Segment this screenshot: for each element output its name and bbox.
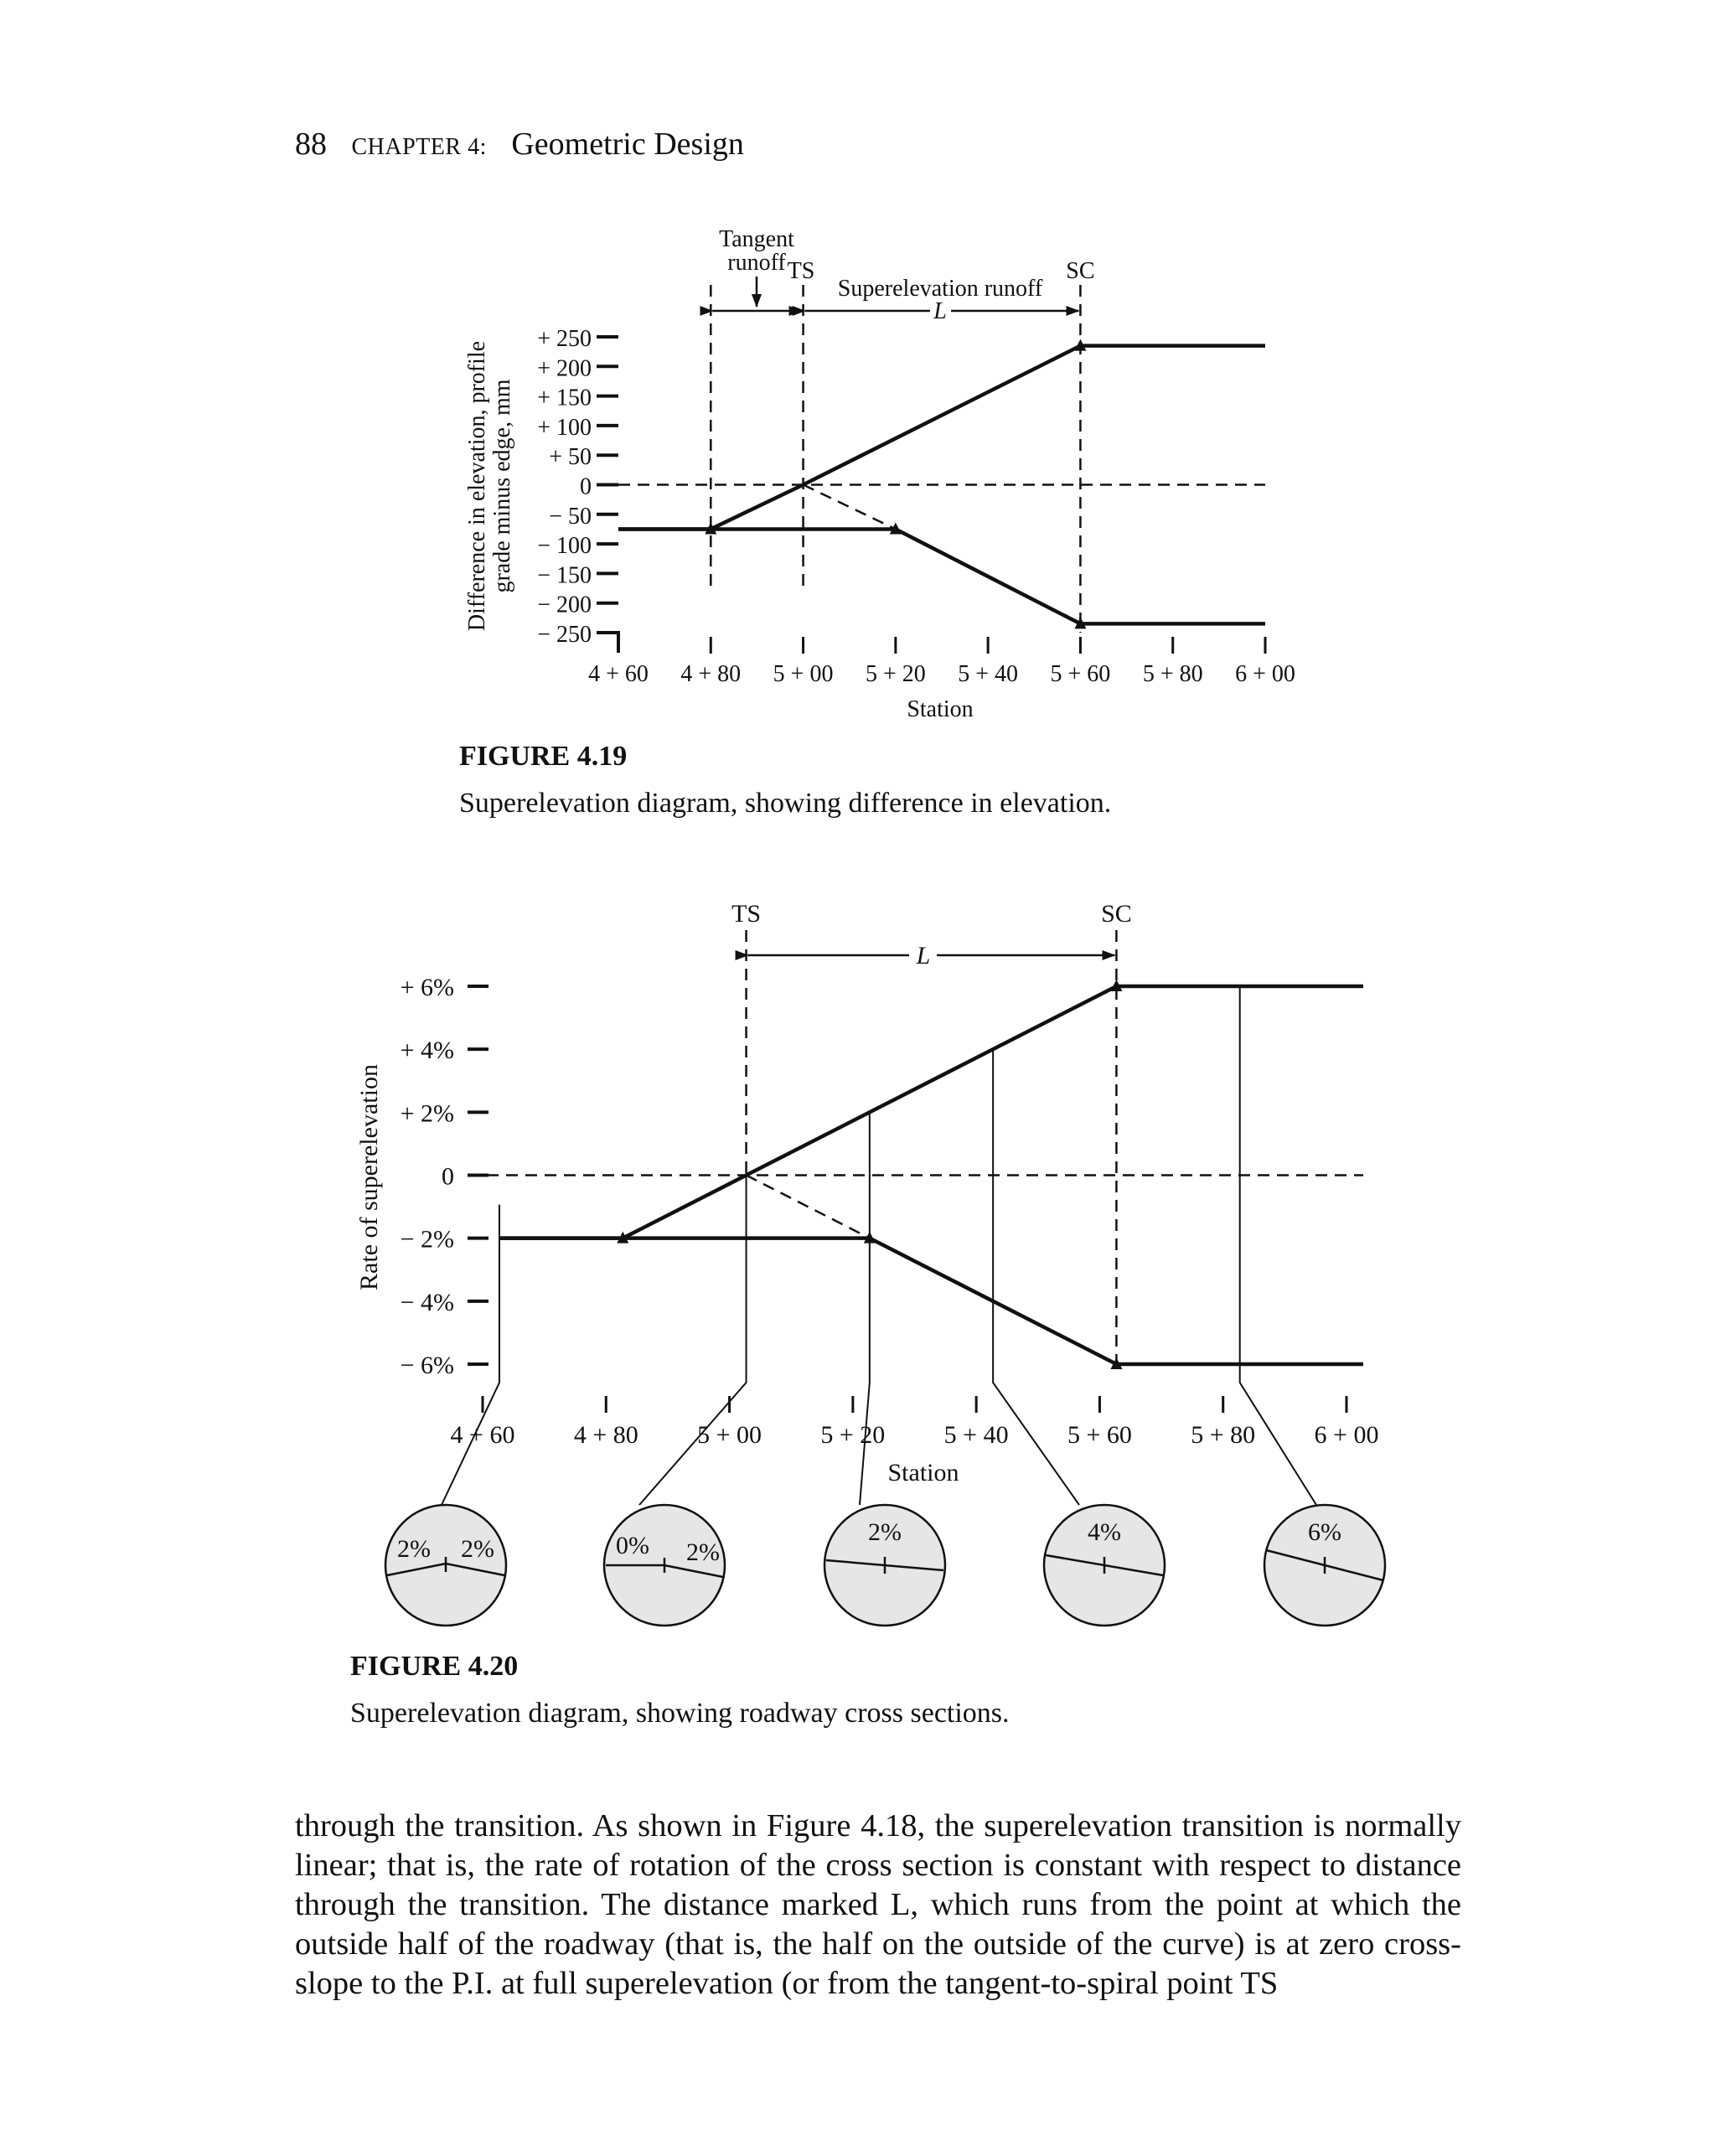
x-tick-label: 4 + 80 <box>573 1421 638 1449</box>
sc-label: SC <box>1066 258 1095 284</box>
y-tick-label: + 200 <box>537 355 592 382</box>
x-tick-label: 6 + 00 <box>1235 661 1295 687</box>
x-tick-label: 5 + 80 <box>1142 661 1203 687</box>
x-tick-label: 5 + 00 <box>773 661 834 687</box>
right-slope-label: 2% <box>461 1535 494 1563</box>
left-slope-label: 2% <box>397 1535 431 1563</box>
page-number: 88 <box>295 127 327 162</box>
x-tick-label: 5 + 80 <box>1191 1421 1256 1449</box>
figure-4-19-number: FIGURE 4.19 <box>459 741 628 772</box>
cross-section <box>385 1505 506 1626</box>
y-tick-label: − 6% <box>400 1352 454 1379</box>
cross-section <box>1044 1505 1165 1626</box>
chapter-title: Geometric Design <box>511 127 744 162</box>
figure-4-20-caption: Superelevation diagram, showing roadway cross sections. <box>350 1698 1010 1729</box>
superelevation-runoff-label: Superelevation runoff <box>837 276 1043 302</box>
figure-4-19-caption: Superelevation diagram, showing difference in elevation. <box>459 788 1112 819</box>
y-tick-label: + 100 <box>537 414 592 441</box>
y-tick-label: − 200 <box>537 592 592 618</box>
y-tick-label: − 150 <box>537 562 592 589</box>
right-slope-label: 2% <box>686 1538 720 1566</box>
tangent-runoff-label-1: Tangent <box>719 226 794 252</box>
y-tick-label: − 2% <box>400 1225 454 1254</box>
x-axis-label: Station <box>907 696 974 722</box>
x-tick-label: 5 + 20 <box>865 661 926 687</box>
x-tick-label: 5 + 60 <box>1067 1421 1132 1449</box>
y-tick-label: + 6% <box>400 974 454 1001</box>
y-tick-label: + 150 <box>537 385 592 411</box>
left-slope-label: 0% <box>616 1532 649 1559</box>
figure-4-20-number: FIGURE 4.20 <box>350 1651 519 1682</box>
x-tick-label: 5 + 60 <box>1050 661 1111 687</box>
ts-label: TS <box>787 258 815 284</box>
y-tick-label: − 50 <box>549 503 592 530</box>
l-label: L <box>916 942 931 969</box>
y-tick-label: + 250 <box>537 326 592 352</box>
tangent-runoff-label-2: runoff <box>727 250 786 276</box>
ts-label: TS <box>731 900 762 928</box>
cross-section <box>604 1505 725 1626</box>
cross-section-leader <box>639 1176 747 1506</box>
cross-section <box>824 1505 945 1626</box>
y-axis-label: Rate of superelevation <box>355 1064 383 1290</box>
x-tick-label: 5 + 20 <box>820 1421 886 1449</box>
outside-edge-line <box>499 986 1363 1238</box>
x-axis-label: Station <box>887 1459 959 1486</box>
slope-label: 4% <box>1088 1518 1121 1546</box>
chapter-label: CHAPTER 4: <box>351 134 487 160</box>
figure-4-20-caption-block <box>350 1651 1010 1729</box>
y-tick-label: 0 <box>580 473 592 500</box>
y-tick-label: − 250 <box>537 622 592 648</box>
y-axis-label-1: Difference in elevation, profile <box>464 340 490 632</box>
body-paragraph: through the transition. As shown in Figure 4.18, the superelevation transition is normally linear; that is, the rate of rotation of the cross section is constant with respect to distance through the transition. The distance marked L, which runs from the point at which the outside half of the roadway (that is, the half on the outside of the curve) is at zero cross-slope to the P.I. at full superelevation (or from the tangent-to-spiral point TS <box>295 1808 1461 2001</box>
slope-label: 6% <box>1308 1518 1341 1546</box>
y-tick-label: − 100 <box>537 533 592 560</box>
x-tick-label: 5 + 40 <box>943 1421 1009 1449</box>
inside-edge-line <box>499 1238 1363 1364</box>
x-tick-label: 4 + 80 <box>680 661 742 687</box>
y-tick-label: − 4% <box>400 1288 454 1316</box>
y-tick-label: + 50 <box>549 444 592 471</box>
y-tick-label: + 2% <box>400 1099 454 1128</box>
x-tick-label: 4 + 60 <box>450 1421 515 1449</box>
sc-label: SC <box>1101 900 1132 928</box>
y-tick-label: 0 <box>442 1162 454 1191</box>
slope-label: 2% <box>868 1518 902 1546</box>
x-tick-label: 5 + 00 <box>697 1421 762 1449</box>
x-tick-label: 5 + 40 <box>958 661 1019 687</box>
x-tick-label: 4 + 60 <box>588 661 649 687</box>
dashed-extension <box>747 1176 870 1238</box>
y-tick-label: + 4% <box>400 1037 454 1065</box>
y-axis-label-2: grade minus edge, mm <box>489 379 515 593</box>
cross-section <box>1264 1505 1385 1626</box>
x-tick-label: 6 + 00 <box>1314 1421 1379 1449</box>
l-label: L <box>933 298 947 324</box>
